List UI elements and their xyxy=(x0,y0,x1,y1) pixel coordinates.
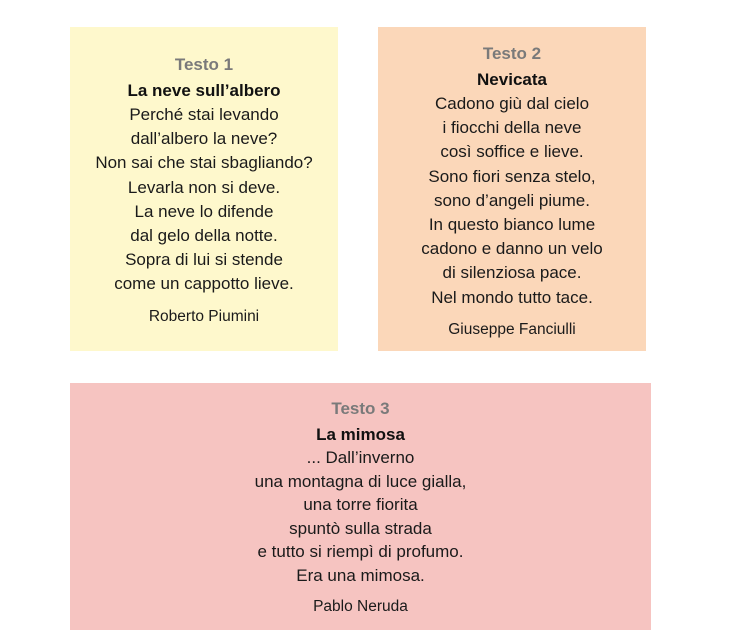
poem-author: Giuseppe Fanciulli xyxy=(448,320,576,338)
verse: sono d’angeli piume. xyxy=(434,190,590,210)
verse: i fiocchi della neve xyxy=(442,118,582,138)
verse: una montagna di luce gialla, xyxy=(254,471,467,491)
poem-box-testo-3 xyxy=(70,383,651,630)
poem-box-testo-1 xyxy=(70,27,338,351)
verse: In questo bianco lume xyxy=(428,215,596,235)
text-label: Testo 3 xyxy=(331,399,390,418)
verse: così soffice e lieve. xyxy=(440,142,584,162)
poem-title: La neve sull’albero xyxy=(127,81,281,100)
poem-author: Roberto Piumini xyxy=(148,307,260,325)
verse: La neve lo difende xyxy=(134,201,274,221)
verse: Nel mondo tutto tace. xyxy=(431,287,593,307)
verse: ... Dall’inverno xyxy=(306,448,415,467)
verse: Levarla non si deve. xyxy=(127,177,281,197)
poem-title: Nevicata xyxy=(477,70,547,89)
verse: spuntò sulla strada xyxy=(289,518,432,538)
verse: Cadono giù dal cielo xyxy=(434,94,590,113)
verse: e tutto si riempì di profumo. xyxy=(257,542,464,561)
verse: Sopra di lui si stende xyxy=(125,250,283,270)
verse: Sono fiori senza stelo, xyxy=(428,166,596,186)
verse: cadono e danno un velo xyxy=(421,239,603,259)
text-label: Testo 2 xyxy=(482,44,542,63)
text-label: Testo 1 xyxy=(174,55,234,74)
verse: Era una mimosa. xyxy=(296,565,425,585)
verse: dal gelo della notte. xyxy=(130,226,278,246)
verse: Perché stai levando xyxy=(129,105,279,124)
verse: di silenziosa pace. xyxy=(442,263,582,283)
poem-author: Pablo Neruda xyxy=(313,598,408,615)
verse: come un cappotto lieve. xyxy=(114,274,294,294)
poem-title: La mimosa xyxy=(316,424,405,444)
verse: una torre fiorita xyxy=(303,495,418,514)
verse: dall’albero la neve? xyxy=(130,129,278,149)
verse: Non sai che stai sbagliando? xyxy=(95,153,313,173)
poem-box-testo-2 xyxy=(378,27,646,351)
